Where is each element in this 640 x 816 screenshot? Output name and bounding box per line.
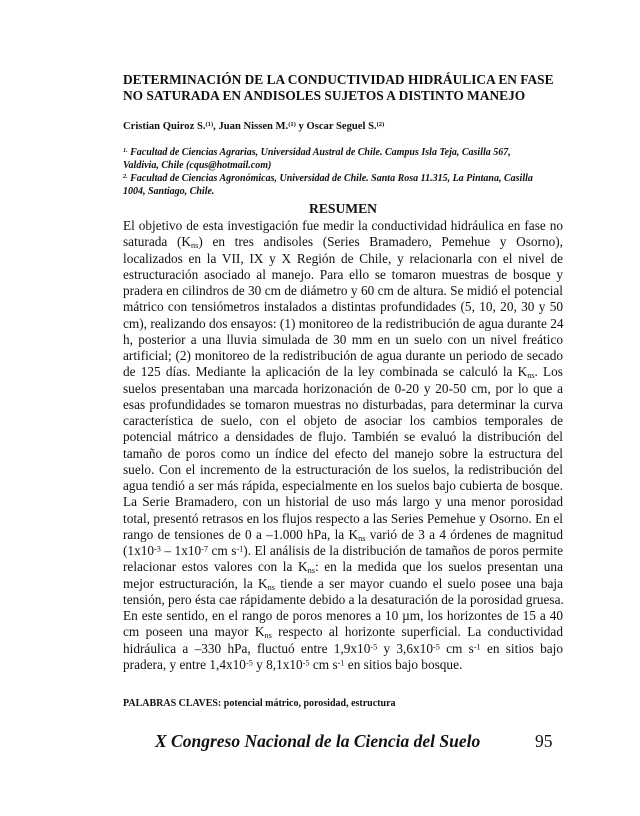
paper-title [123, 72, 563, 104]
title-line-2: NO SATURADA EN ANDISOLES SUJETOS A DISTINTO MANEJO [123, 88, 526, 103]
keywords: PALABRAS CLAVES: potencial mátrico, porosidad, estructura [123, 698, 396, 709]
abstract-line: mátrico con tensiómetros instalados a distintas profundidades (5, 10, 20, 30 y 50 [123, 299, 563, 315]
author-name: Juan Nissen M. [218, 121, 289, 132]
author-separator: y [295, 121, 307, 132]
author-affiliation-mark: (1) [205, 121, 214, 129]
abstract-line: relacionar estos valores con la $K_{ns}$: en la medida que los suelos presentan una [123, 559, 563, 576]
affiliation-2 [123, 172, 563, 198]
author-name: Oscar Seguel S. [306, 121, 377, 132]
abstract-line: artificial; (2) monitoreo de la redistribución de agua durante un periodo de secado [123, 348, 563, 363]
abstract-line: El objetivo de esta investigación fue medir la conductividad hidráulica en fase no [123, 218, 563, 233]
affiliation-1 [123, 146, 563, 172]
abstract-line: tamaño de poros como un índice del efecto del manejo sobre la estructura del [123, 445, 563, 461]
affiliation-text: Facultad de Ciencias Agronómicas, Universidad de Chile. Santa Rosa 11.315, La Pintana, Casilla [130, 173, 533, 184]
abstract-line: localizados en la VII, IX y X Región de Chile, y relacionarla con el nivel de [123, 250, 563, 266]
abstract-line: cm poseen una mayor $K_{ns}$ respecto al horizonte superficial. La conductividad [123, 624, 563, 641]
abstract-line: estructuración asociado al manejo. Para ello se tomaron muestras de bosque y [123, 266, 563, 282]
page-number: 95 [535, 731, 553, 751]
abstract-line: cm), realizando dos ensayos: (1) monitoreo de la redistribución de agua durante 24 [123, 315, 564, 331]
affiliation-text: 1004, Santiago, Chile. [123, 186, 215, 197]
abstract-heading: RESUMEN [309, 201, 377, 216]
author-name: Cristian Quiroz S. [123, 121, 206, 132]
footer-congress-title: X Congreso Nacional de la Ciencia del Suelo [155, 731, 481, 751]
abstract-body [123, 218, 563, 673]
affiliation-mark: 1. [123, 147, 128, 155]
abstract-line: saturada $(K_{ns})$ en tres andisoles (Series Bramadero, Pemehue y Osorno), [123, 234, 564, 251]
abstract-line: h, posterior a una lluvia simulada de 30 mm en un suelo con un nivel freático [123, 331, 563, 347]
author-affiliation-mark: (1) [288, 121, 296, 129]
affiliation-text: Facultad de Ciencias Agrarias, Universidad Austral de Chile. Campus Isla Teja, Casilla 567, [130, 147, 511, 158]
author-separator: , [213, 121, 219, 132]
abstract-line: rango de tensiones de 0 a –1.000 hPa, la $K_{ns}$ varió de 3 a 4 órdenes de magnitud [123, 526, 563, 543]
abstract-line: En este sentido, en el rango de poros menores a 10 µm, los horizontes de 15 a 40 [123, 608, 563, 623]
abstract-line: de 125 días. Mediante la aplicación de la ley combinada se calculó la $K_{ns}$. Los [123, 364, 563, 381]
abstract-line: mejor estructuración, la $K_{ns}$ tiende a ser mayor cuando el suelo posee una baja [123, 575, 563, 592]
abstract-line: suelos presentaban una marcada horizonación de 0-20 y 20-50 cm, por lo que a [123, 380, 563, 396]
abstract-line: potencial mátrico a densidades de flujo. También se evaluó la distribución del [123, 429, 563, 445]
affiliation-text: Valdivia, Chile (cqus@hotmail.com) [123, 160, 272, 171]
abstract-line: pradera, y entre $1,4x10^{-5}$ y $8,1x10^{-5}$ cm $s^{-1}$ en sitios bajo bosque. [123, 656, 463, 672]
abstract-line: pradera en cilindros de 30 cm de diámetro y 60 cm de altura. Se midió el potencial [123, 283, 563, 298]
abstract-line: total, presentó retrasos en los flujos respecto a las Series Pemehue y Osorno. En el [123, 510, 563, 526]
abstract-line: tensión, pero ésta cae rápidamente debido a la desaturación de la porosidad gruesa. [123, 591, 564, 607]
author-list [123, 120, 563, 133]
abstract-line: ($1x10^{-3} - 1x10^{-7}$ cm $s^{-1}$). El análisis de la distribución de tamaños de poros permite [123, 543, 564, 558]
abstract-line: agua tendió a ser más rápida, especialmente en los suelos bajo cubierta de bosque. [123, 478, 563, 493]
affiliation-mark: 2. [123, 173, 128, 181]
title-line-1: DETERMINACIÓN DE LA CONDUCTIVIDAD HIDRÁULICA EN FASE [123, 72, 554, 87]
abstract-line: característica de suelo, con el objeto de asociar los cambios temporales de [123, 413, 563, 428]
abstract-line: suelo. Con el incremento de la estructuración de los suelos, la redistribución del [123, 461, 563, 477]
abstract-line: esas profundidades se tomaron muestras no disturbadas, para determinar la curva [123, 396, 563, 412]
abstract-line: La Serie Bramadero, con un historial de uso más largo y una menor porosidad [123, 494, 563, 510]
author-affiliation-mark: (2) [376, 121, 385, 129]
abstract-line: hidráulica a –330 hPa, fluctuó entre $1,9x10^{-5}$ y $3,6x10^{-5}$ cm $s^{-1}$ en sitios bajo [123, 640, 564, 656]
